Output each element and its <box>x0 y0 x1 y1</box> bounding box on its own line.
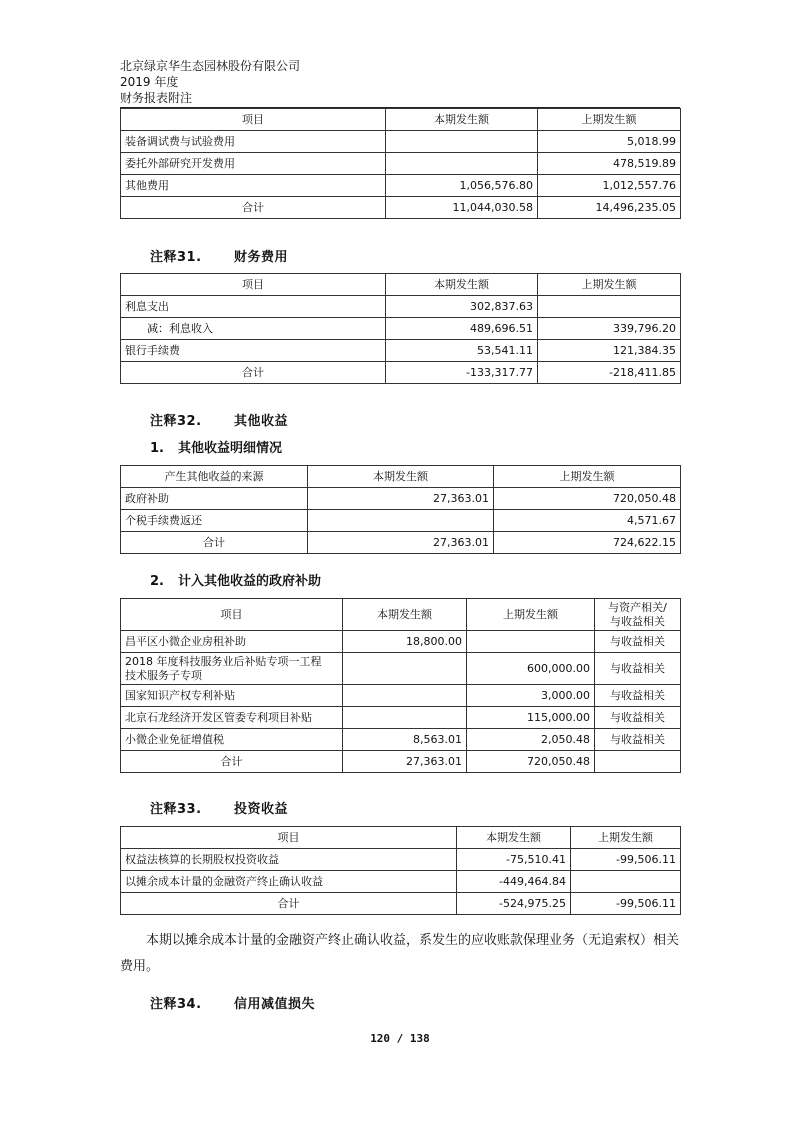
sub-number: 2. <box>150 574 164 589</box>
row-item: 权益法核算的长期股权投资收益 <box>121 849 457 871</box>
total-row <box>121 197 681 219</box>
row-prior: 478,519.89 <box>538 153 681 175</box>
table-row <box>121 131 681 153</box>
table-row <box>121 685 681 707</box>
column-header: 项目 <box>121 109 386 131</box>
row-prior: 115,000.00 <box>467 707 595 729</box>
column-header: 本期发生额 <box>308 466 494 488</box>
row-prior <box>538 296 681 318</box>
note32-heading <box>150 410 288 429</box>
row-current: 489,696.51 <box>386 318 538 340</box>
row-current: 8,563.01 <box>343 729 467 751</box>
row-relation: 与收益相关 <box>595 729 681 751</box>
row-relation: 与收益相关 <box>595 707 681 729</box>
total-prior: 720,050.48 <box>467 751 595 773</box>
total-row <box>121 362 681 384</box>
column-header: 上期发生额 <box>494 466 681 488</box>
row-current: 27,363.01 <box>308 488 494 510</box>
total-prior: 14,496,235.05 <box>538 197 681 219</box>
row-prior <box>467 631 595 653</box>
total-row <box>121 893 681 915</box>
investment-income-table <box>120 826 681 915</box>
row-item: 委托外部研究开发费用 <box>121 153 386 175</box>
government-grant-table <box>120 598 681 773</box>
column-header <box>595 599 681 631</box>
total-current: -524,975.25 <box>457 893 571 915</box>
row-current: -449,464.84 <box>457 871 571 893</box>
total-prior: -218,411.85 <box>538 362 681 384</box>
total-row <box>121 751 681 773</box>
row-item <box>121 653 343 685</box>
row-prior: -99,506.11 <box>571 849 681 871</box>
column-header: 本期发生额 <box>343 599 467 631</box>
column-header: 本期发生额 <box>457 827 571 849</box>
row-current <box>343 653 467 685</box>
row-prior <box>571 871 681 893</box>
note32-sub1-heading <box>150 437 282 456</box>
other-income-detail-table <box>120 465 681 554</box>
note33-heading <box>150 798 288 817</box>
page-number: 120 / 138 <box>370 1032 430 1045</box>
report-year: 2019 年度 <box>120 75 179 89</box>
total-relation <box>595 751 681 773</box>
table-header-row <box>121 466 681 488</box>
row-item: 政府补助 <box>121 488 308 510</box>
row-prior: 4,571.67 <box>494 510 681 532</box>
total-current: 11,044,030.58 <box>386 197 538 219</box>
row-prior: 720,050.48 <box>494 488 681 510</box>
table-header-row <box>121 827 681 849</box>
table-header-row <box>121 599 681 631</box>
table-row <box>121 318 681 340</box>
table-row <box>121 488 681 510</box>
total-prior: -99,506.11 <box>571 893 681 915</box>
header-line: 与资产相关/ <box>608 600 667 614</box>
table-row <box>121 153 681 175</box>
row-item: 以摊余成本计量的金融资产终止确认收益 <box>121 871 457 893</box>
table-row <box>121 175 681 197</box>
row-item: 小微企业免征增值税 <box>121 729 343 751</box>
row-item: 利息支出 <box>121 296 386 318</box>
row-item: 国家知识产权专利补贴 <box>121 685 343 707</box>
note31-heading <box>150 246 288 265</box>
note34-heading <box>150 993 315 1012</box>
row-current: 53,541.11 <box>386 340 538 362</box>
row-item-line: 技术服务子专项 <box>125 668 202 682</box>
row-current: 1,056,576.80 <box>386 175 538 197</box>
row-item: 北京石龙经济开发区管委专利项目补贴 <box>121 707 343 729</box>
row-prior: 3,000.00 <box>467 685 595 707</box>
row-current <box>386 153 538 175</box>
row-prior: 2,050.48 <box>467 729 595 751</box>
table-row <box>121 729 681 751</box>
table-row <box>121 653 681 685</box>
note-title: 财务费用 <box>234 250 289 265</box>
rd-expense-table <box>120 108 681 219</box>
table-row <box>121 871 681 893</box>
row-prior: 5,018.99 <box>538 131 681 153</box>
total-label: 合计 <box>121 751 343 773</box>
total-current: 27,363.01 <box>343 751 467 773</box>
column-header: 项目 <box>121 599 343 631</box>
total-current: 27,363.01 <box>308 532 494 554</box>
note-title: 信用减值损失 <box>234 997 316 1012</box>
note-title: 投资收益 <box>234 802 289 817</box>
column-header: 项目 <box>121 827 457 849</box>
column-header: 产生其他收益的来源 <box>121 466 308 488</box>
total-prior: 724,622.15 <box>494 532 681 554</box>
note-number: 注释32. <box>150 414 202 429</box>
table-header-row <box>121 109 681 131</box>
row-current <box>343 685 467 707</box>
row-prior: 1,012,557.76 <box>538 175 681 197</box>
row-item: 昌平区小微企业房租补助 <box>121 631 343 653</box>
company-name: 北京绿京华生态园林股份有限公司 <box>120 59 301 73</box>
note-number: 注释34. <box>150 997 202 1012</box>
note-number: 注释33. <box>150 802 202 817</box>
row-item: 个税手续费返还 <box>121 510 308 532</box>
total-row <box>121 532 681 554</box>
sub-title: 其他收益明细情况 <box>178 441 283 456</box>
table-row <box>121 296 681 318</box>
total-current: -133,317.77 <box>386 362 538 384</box>
header-line: 与收益相关 <box>610 614 665 628</box>
row-current: 18,800.00 <box>343 631 467 653</box>
row-current: 302,837.63 <box>386 296 538 318</box>
row-prior: 121,384.35 <box>538 340 681 362</box>
column-header: 上期发生额 <box>538 274 681 296</box>
table-row <box>121 707 681 729</box>
table-row <box>121 510 681 532</box>
table-row <box>121 849 681 871</box>
row-current <box>343 707 467 729</box>
row-current <box>308 510 494 532</box>
total-label: 合计 <box>121 197 386 219</box>
sub-title: 计入其他收益的政府补助 <box>178 574 322 589</box>
column-header: 项目 <box>121 274 386 296</box>
row-relation: 与收益相关 <box>595 653 681 685</box>
row-prior: 339,796.20 <box>538 318 681 340</box>
column-header: 上期发生额 <box>467 599 595 631</box>
column-header: 本期发生额 <box>386 109 538 131</box>
table-row <box>121 631 681 653</box>
total-label: 合计 <box>121 893 457 915</box>
row-item: 减：利息收入 <box>121 318 386 340</box>
row-prior: 600,000.00 <box>467 653 595 685</box>
total-label: 合计 <box>121 532 308 554</box>
note-number: 注释31. <box>150 250 202 265</box>
finance-expense-table <box>120 273 681 384</box>
column-header: 本期发生额 <box>386 274 538 296</box>
document-title: 财务报表附注 <box>120 91 193 105</box>
column-header: 上期发生额 <box>571 827 681 849</box>
investment-income-note: 本期以摊余成本计量的金融资产终止确认收益，系发生的应收账款保理业务（无追索权）相关费用。 <box>120 933 680 974</box>
table-row <box>121 340 681 362</box>
note-title: 其他收益 <box>234 414 289 429</box>
row-item: 银行手续费 <box>121 340 386 362</box>
total-label: 合计 <box>121 362 386 384</box>
sub-number: 1. <box>150 441 164 456</box>
column-header: 上期发生额 <box>538 109 681 131</box>
note32-sub2-heading <box>150 570 321 589</box>
row-item: 装备调试费与试验费用 <box>121 131 386 153</box>
table-header-row <box>121 274 681 296</box>
row-relation: 与收益相关 <box>595 631 681 653</box>
row-item: 其他费用 <box>121 175 386 197</box>
row-current <box>386 131 538 153</box>
row-relation: 与收益相关 <box>595 685 681 707</box>
row-item-line: 2018 年度科技服务业后补贴专项一工程 <box>125 654 322 668</box>
row-current: -75,510.41 <box>457 849 571 871</box>
